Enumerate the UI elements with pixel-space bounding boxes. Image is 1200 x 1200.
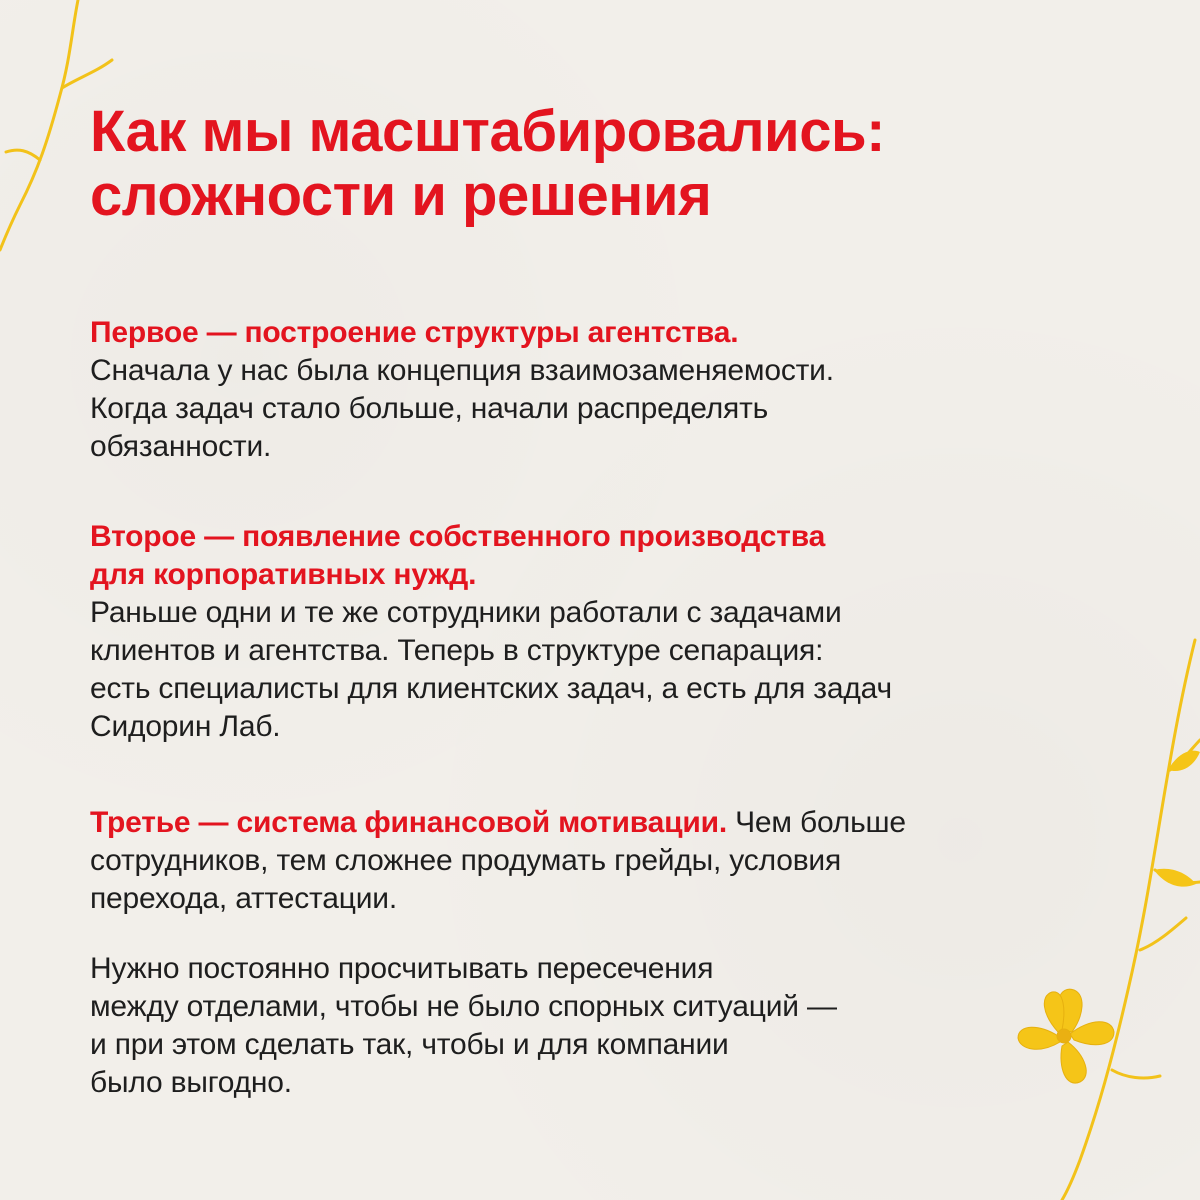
- section-heading: Первое — построение структуры агентства.: [90, 316, 739, 349]
- section-text-line: перехода, аттестации.: [90, 882, 397, 915]
- section-text-line: Раньше одни и те же сотрудники работали с задачами: [90, 596, 842, 629]
- section-heading-row: [90, 804, 1090, 842]
- section-text-line: Сначала у нас была концепция взаимозаменяемости.: [90, 354, 834, 387]
- section-production: [90, 518, 1090, 746]
- page-title-line: Как мы масштабировались:: [90, 99, 885, 164]
- section-conclusion: [90, 950, 1090, 1102]
- section-text-line: обязанности.: [90, 430, 272, 463]
- section-structure: [90, 314, 1090, 466]
- section-text-line: клиентов и агентства. Теперь в структуре сепарация:: [90, 634, 824, 667]
- section-text-line: сотрудников, тем сложнее продумать грейды, условия: [90, 844, 842, 877]
- section-text-inline: Чем больше: [726, 806, 906, 839]
- section-motivation: [90, 804, 1090, 918]
- page-title: [90, 100, 1110, 228]
- section-text-line: Сидорин Лаб.: [90, 710, 281, 743]
- section-heading: Второе — появление собственного производства: [90, 520, 826, 553]
- section-heading: для корпоративных нужд.: [90, 558, 477, 591]
- section-text-line: между отделами, чтобы не было спорных ситуаций —: [90, 990, 837, 1023]
- section-text-line: и при этом сделать так, чтобы и для компании: [90, 1028, 729, 1061]
- section-heading: Третье — система финансовой мотивации.: [90, 806, 727, 839]
- section-text-line: есть специалисты для клиентских задач, а есть для задач: [90, 672, 892, 705]
- vine-branch-icon: [1154, 751, 1200, 887]
- section-text-line: Когда задач стало больше, начали распределять: [90, 392, 769, 425]
- section-text-line: было выгодно.: [90, 1066, 292, 1099]
- section-text-line: Нужно постоянно просчитывать пересечения: [90, 952, 714, 985]
- page-title-line: сложности и решения: [90, 163, 712, 228]
